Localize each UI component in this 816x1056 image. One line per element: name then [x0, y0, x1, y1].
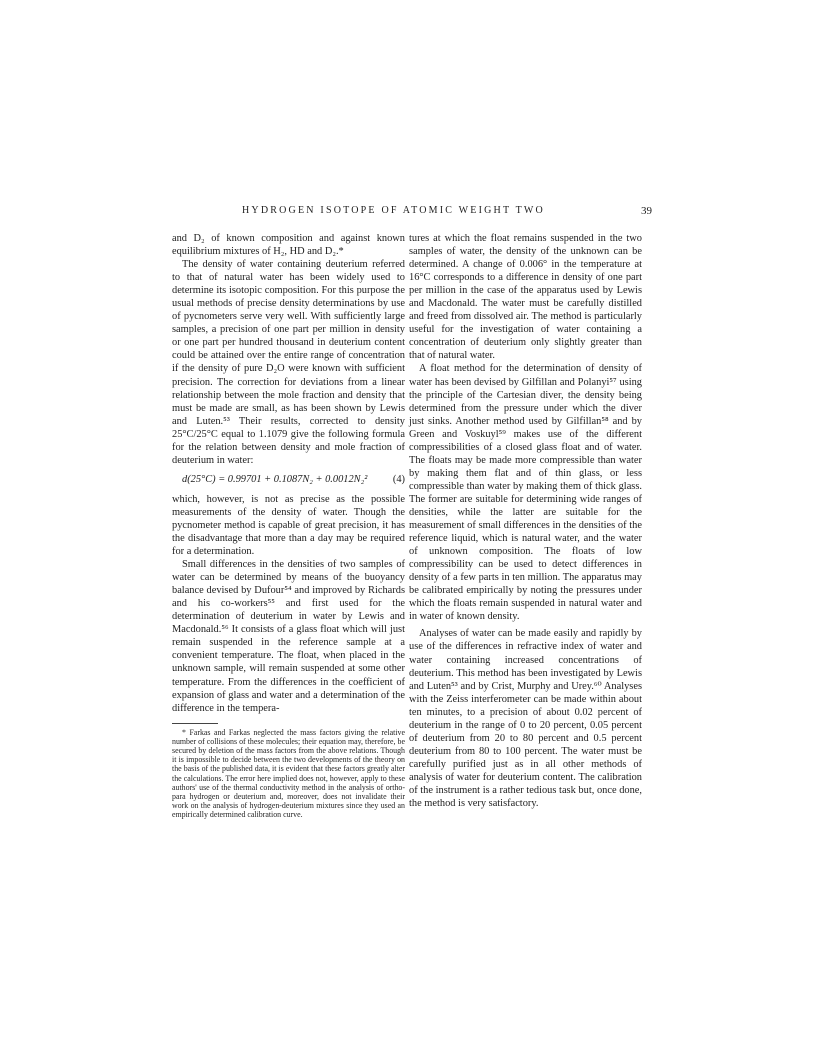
- paragraph: tures at which the float remains suspended in the two samples of water, the density of the unknown can be determined. A change of 0.006° in the temperature at 16°C corresponds to a difference in density of one part per million in the case of the apparatus used by Lewis and Macdonald. The water must be carefully distilled and freed from dissolved air. The method is particularly useful for the investigation of water containing a concentration of deuterium only slightly greater than that of natural water.: [409, 233, 642, 362]
- right-column: [409, 232, 642, 810]
- equation-4: [172, 473, 405, 487]
- paragraph: A float method for the determination of density of water has been devised by Gilfillan and Polanyi⁵⁷ using the principle of the Cartesian diver, the density being determined from the pressure under which the diver just sinks. Another method used by Gilfillan⁵⁸ and by Green and Voskuyl⁵⁹ makes use of the different compressibilities of a closed glass float and of water. The floats may be made more compressible than water by making them flat and of thin glass, or less compressible than water by making them of thick glass. The former are suitable for determining wide ranges of densities, while the latter are suitable for the measurement of small differences in the densities of the reference liquid, which is natural water, and the water of unknown composition. The floats of low compressibility can be used to detect differences in density of a few parts in ten million. The apparatus may be calibrated empirically by noting the pressures under which the floats remain suspended in natural water and in water of known density.: [409, 363, 642, 623]
- running-title: HYDROGEN ISOTOPE OF ATOMIC WEIGHT TWO: [242, 205, 545, 216]
- footnote: [172, 728, 405, 820]
- paragraph: and D₂ of known composition and against known equilibrium mixtures of H₂, HD and D₂.*: [172, 233, 405, 258]
- paragraph: The density of water containing deuterium referred to that of natural water has been widely used to determine its isotopic composition. For this purpose the usual methods of precise density determinations by use of pycnometers serve very well. With sufficiently large samples, a precision of one part per million in density or one part per hundred thousand in deuterium content could be attained over the entire range of concentration if the density of pure D₂O were known with sufficient precision. The correction for deviations from a linear relationship between the mole fraction and density that must be made are small, as has been shown by Lewis and Luten.⁵³ Their results, corrected to density 25°C/25°C equal to 1.1079 give the following formula for the relation between density and mole fraction of deuterium in water:: [172, 259, 405, 466]
- footnote-text: * Farkas and Farkas neglected the mass factors giving the relative number of collisions of these molecules; their equation may, therefore, be secured by deletion of the mass factors from the above relations. Though it is impossible to decide between the two developments of the theory on the basis of the published data, it is evident that these factors greatly alter the calculations. The error here implied does not, however, apply to these authors' use of the thermal conductivity method in the analysis of ortho-para hydrogen or deuterium and, moreover, does not invalidate their work on the analysis of hydrogen-deuterium mixtures since they used an empirically determined calibration curve.: [172, 727, 405, 820]
- equation-number: (4): [392, 473, 405, 485]
- page-number: 39: [641, 205, 652, 217]
- equation-expression: d(25°C) = 0.99701 + 0.1087N₂ + 0.0012N₂²: [182, 473, 368, 485]
- paragraph: Analyses of water can be made easily and rapidly by use of the differences in refractive index of water and water containing increased concentrations of deuterium. This method has been investigated by Lewis and Luten⁵³ and by Crist, Murphy and Urey.⁶⁰ Analyses with the Zeiss interferometer can be made within about ten minutes, to a precision of about 0.02 percent of deuterium in the range of 0 to 20 percent, 0.05 percent of deuterium from 20 to 80 percent and 0.5 percent deuterium from 80 to 100 percent. The water must be carefully purified just as in all other methods of analysis of water for deuterium content. The calibration of the instrument is a rather tedious task but, once done, the method is very satisfactory.: [409, 628, 642, 810]
- paragraph: Small differences in the densities of two samples of water can be determined by means of the buoyancy balance devised by Dufour⁵⁴ and improved by Richards and his co-workers⁵⁵ and first used for the determination of deuterium in water by Lewis and Macdonald.⁵⁶ It consists of a glass float which will just remain suspended in the reference sample at a convenient temperature. The float, when placed in the unknown sample, will remain suspended at some other temperature. From the differences in the coefficient of expansion of glass and water and a determination of the difference in the tempera-: [172, 559, 405, 714]
- footnote-rule: [172, 723, 218, 724]
- paragraph: which, however, is not as precise as the possible measurements of the density of water. Though the pycnometer method is capable of great precision, it has the disadvantage that more than a day may be required for a determination.: [172, 493, 405, 558]
- left-column: [172, 232, 405, 820]
